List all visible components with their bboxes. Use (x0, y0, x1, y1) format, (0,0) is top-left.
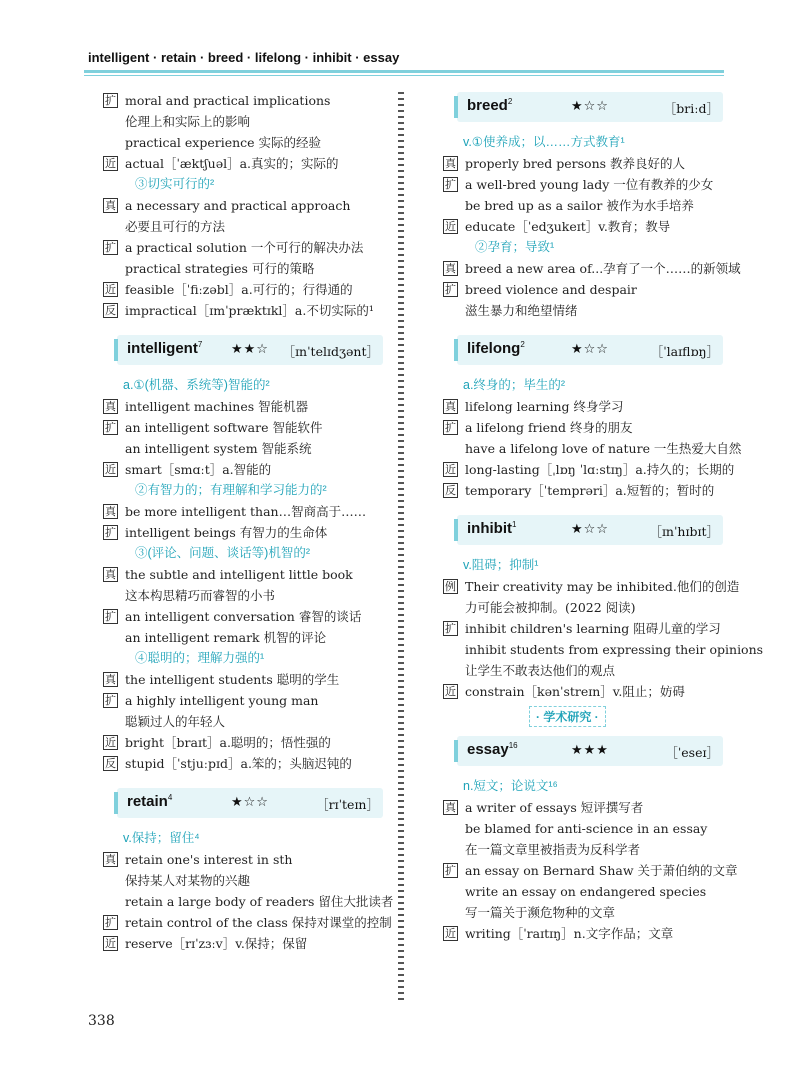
line-text: a writer of essays 短评撰写者 (465, 800, 644, 815)
line-text: be more intelligent than…智商高于…… (125, 504, 367, 519)
label-tag: 真 (105, 673, 116, 686)
entry-line (103, 564, 393, 585)
line-text: a well-bred young lady 一位有教养的少女 (465, 177, 714, 192)
line-text: breed violence and despair (465, 282, 637, 297)
label-tag: 反 (445, 484, 456, 497)
entry-line (443, 839, 733, 860)
line-text: an intelligent conversation 睿智的谈话 (125, 609, 362, 624)
entry-line (103, 627, 393, 648)
line-text: a.①(机器、系统等)智能的² (123, 378, 270, 392)
headword (467, 741, 518, 758)
entry-line (103, 870, 393, 891)
label-tag: 例 (445, 580, 456, 593)
label-tag: 近 (445, 927, 456, 940)
label-tag: 近 (105, 463, 116, 476)
headword (127, 793, 172, 810)
entry-essay (443, 736, 733, 768)
line-text: Their creativity may be inhibited.他们的创造 (465, 579, 740, 594)
line-text: 伦理上和实际上的影响 (125, 114, 251, 129)
line-text: v.保持；留住⁴ (123, 831, 200, 845)
entry-line (103, 933, 393, 954)
line-text: ②有智力的；有理解和学习能力的² (135, 483, 327, 497)
label-tag: 扩 (445, 178, 456, 191)
entry-line (103, 417, 393, 438)
label-tag: 扩 (105, 694, 116, 707)
line-text: the intelligent students 聪明的学生 (125, 672, 340, 687)
headword (467, 97, 512, 114)
label-tag: 扩 (105, 94, 116, 107)
label-tag: 近 (105, 937, 116, 950)
frequency-sup: 7 (197, 340, 203, 349)
entry-intelligent (103, 335, 393, 367)
star-rating: ★☆☆ (571, 522, 609, 537)
sense-heading (103, 375, 393, 396)
sense-heading (443, 132, 733, 153)
label-tag: 扩 (445, 622, 456, 635)
left-column (103, 90, 393, 954)
intelligent-lines (103, 375, 393, 774)
label-tag: 扩 (445, 283, 456, 296)
entry-line (443, 639, 764, 660)
entry-line (103, 300, 393, 321)
line-text: 聪颖过人的年轻人 (125, 714, 226, 729)
line-text: a necessary and practical approach (125, 198, 351, 213)
line-text: 必要且可行的方法 (125, 219, 226, 234)
line-text: 让学生不敢表达他们的观点 (465, 663, 616, 678)
star-rating: ★★★ (571, 743, 609, 758)
entry-line (103, 396, 393, 417)
label-tag: 近 (445, 220, 456, 233)
label-tag: 真 (105, 505, 116, 518)
line-text: lifelong learning 终身学习 (465, 399, 624, 414)
sense-heading (103, 543, 393, 564)
frequency-sup: 2 (507, 97, 513, 106)
page-header: intelligent · retain · breed · lifelong · inhibit · essay (88, 50, 400, 65)
entry-line (443, 300, 733, 321)
entry-line (443, 459, 733, 480)
line-text: impractical［ɪmˈpræktɪkl］a.不切实际的¹ (125, 303, 374, 318)
label-tag: 扩 (105, 610, 116, 623)
label-tag: 扩 (105, 916, 116, 929)
entry-line (103, 606, 393, 627)
entry-line (103, 279, 393, 300)
entry-line (443, 417, 733, 438)
line-text: n.短文；论说文¹⁶ (463, 779, 558, 793)
label-tag: 近 (105, 283, 116, 296)
entry-line (103, 195, 393, 216)
entry-line (103, 258, 393, 279)
label-tag: 反 (105, 757, 116, 770)
line-text: an intelligent software 智能软件 (125, 420, 323, 435)
frequency-sup: 4 (167, 793, 173, 802)
line-text: temporary［ˈtemprəri］a.短暂的；暂时的 (465, 483, 715, 498)
line-text: intelligent machines 智能机器 (125, 399, 309, 414)
entry-line (443, 258, 741, 279)
entry-inhibit (443, 515, 733, 547)
entry-line (443, 923, 733, 944)
line-text: v.阻碍；抑制¹ (463, 558, 539, 572)
sense-heading (443, 555, 733, 576)
line-text: v.①使养成；以……方式教育¹ (463, 135, 625, 149)
entry-line (443, 818, 733, 839)
entry-line (103, 891, 393, 912)
label-tag: 真 (445, 400, 456, 413)
practical-continuation (103, 90, 393, 321)
entry-line (443, 902, 733, 923)
entry-line (103, 216, 393, 237)
sense-heading (443, 237, 733, 258)
label-tag: 真 (445, 801, 456, 814)
entry-line (443, 681, 733, 702)
line-text: bright［braɪt］a.聪明的；悟性强的 (125, 735, 331, 750)
line-text: smart［smɑːt］a.智能的 (125, 462, 272, 477)
headword-text: inhibit (467, 520, 512, 537)
headword-text: breed (467, 97, 508, 114)
pronunciation: ［ˈeseɪ］ (665, 745, 719, 760)
entry-line (103, 753, 393, 774)
label-tag: 真 (105, 568, 116, 581)
entry-line (103, 132, 393, 153)
entry-line (443, 618, 733, 639)
entry-line (103, 459, 393, 480)
label-tag: 真 (445, 262, 456, 275)
entry-line (103, 711, 393, 732)
line-text: the subtle and intelligent little book (125, 567, 353, 582)
frequency-sup: 1 (512, 520, 517, 529)
header-rule (84, 70, 724, 73)
line-text: 写一篇关于濒危物种的文章 (465, 905, 616, 920)
entry-line (103, 501, 393, 522)
line-text: ③(评论、问题、谈话等)机智的² (135, 546, 310, 560)
line-text: 保持某人对某物的兴趣 (125, 873, 251, 888)
sense-heading (103, 648, 393, 669)
headword (467, 340, 525, 357)
frequency-sup: 2 (520, 340, 525, 349)
line-text: a lifelong friend 终身的朋友 (465, 420, 633, 435)
entry-line (103, 111, 393, 132)
label-tag: 真 (105, 853, 116, 866)
entry-line (443, 153, 733, 174)
entry-line (443, 576, 740, 597)
retain-lines (103, 828, 393, 954)
headword-text: intelligent (127, 340, 198, 357)
line-text: stupid［ˈstjuːpɪd］a.笨的；头脑迟钝的 (125, 756, 352, 771)
frequency-sup: 16 (508, 741, 518, 750)
label-tag: 扩 (105, 241, 116, 254)
entry-line (443, 174, 733, 195)
line-text: inhibit children's learning 阻碍儿童的学习 (465, 621, 721, 636)
label-tag: 近 (105, 157, 116, 170)
line-text: practical experience 实际的经验 (125, 135, 322, 150)
label-tag: 近 (445, 685, 456, 698)
entry-line (103, 237, 393, 258)
line-text: 滋生暴力和绝望情绪 (465, 303, 578, 318)
line-text: actual［ˈæktʃuəl］a.真实的；实际的 (125, 156, 339, 171)
line-text: a highly intelligent young man (125, 693, 319, 708)
line-text: educate［ˈedʒukeɪt］v.教育；教导 (465, 219, 671, 234)
line-text: have a lifelong love of nature 一生热爱大自然 (465, 441, 742, 456)
line-text: properly bred persons 教养良好的人 (465, 156, 686, 171)
label-tag: 扩 (445, 864, 456, 877)
line-text: an essay on Bernard Shaw 关于萧伯纳的文章 (465, 863, 738, 878)
section-label: · 学术研究 · (529, 706, 606, 727)
pronunciation: ［ɪnˈtelɪdʒənt］ (282, 344, 379, 359)
entry-line (103, 522, 393, 543)
label-tag: 近 (445, 463, 456, 476)
headword-text: retain (127, 793, 168, 810)
sense-heading (103, 174, 393, 195)
essay-lines (443, 776, 738, 944)
entry-line (103, 585, 393, 606)
label-tag: 近 (105, 736, 116, 749)
entry-line (443, 860, 738, 881)
headword-text: lifelong (467, 340, 521, 357)
line-text: 力可能会被抑制。(2022 阅读) (465, 600, 636, 615)
entry-line (103, 90, 393, 111)
sense-heading (103, 828, 393, 849)
right-column (443, 78, 764, 944)
column-divider (398, 92, 404, 1002)
headword (127, 340, 202, 357)
pronunciation: ［ˈlaɪflɒŋ］ (650, 344, 719, 359)
line-text: practical strategies 可行的策略 (125, 261, 315, 276)
line-text: be bred up as a sailor 被作为水手培养 (465, 198, 694, 213)
line-text: ②孕育；导致¹ (475, 240, 555, 254)
line-text: ③切实可行的² (135, 177, 215, 191)
lifelong-lines (443, 375, 742, 501)
entry-lifelong (443, 335, 733, 367)
inhibit-lines (443, 555, 764, 702)
label-tag: 扩 (105, 526, 116, 539)
entry-line (443, 216, 733, 237)
label-tag: 反 (105, 304, 116, 317)
entry-line (103, 153, 393, 174)
line-text: reserve［rɪˈzɜːv］v.保持；保留 (125, 936, 308, 951)
entry-line (443, 195, 733, 216)
star-rating: ★★☆ (231, 342, 269, 357)
entry-line (443, 438, 742, 459)
line-text: intelligent beings 有智力的生命体 (125, 525, 328, 540)
line-text: moral and practical implications (125, 93, 331, 108)
line-text: write an essay on endangered species (465, 884, 707, 899)
line-text: an intelligent system 智能系统 (125, 441, 312, 456)
entry-line (103, 690, 393, 711)
pronunciation: ［briːd］ (663, 101, 719, 116)
sense-heading (103, 480, 393, 501)
label-tag: 真 (105, 199, 116, 212)
entry-line (103, 669, 393, 690)
line-text: feasible［ˈfiːzəbl］a.可行的；行得通的 (125, 282, 353, 297)
line-text: long-lasting［ˌlɒŋ ˈlɑːstɪŋ］a.持久的；长期的 (465, 462, 735, 477)
entry-line (103, 912, 393, 933)
label-tag: 真 (105, 400, 116, 413)
line-text: a practical solution 一个可行的解决办法 (125, 240, 364, 255)
label-tag: 扩 (105, 421, 116, 434)
entry-line (103, 732, 393, 753)
label-tag: 真 (445, 157, 456, 170)
entry-line (103, 438, 393, 459)
breed-lines (443, 132, 741, 321)
line-text: retain one's interest in sth (125, 852, 293, 867)
pronunciation: ［ɪnˈhɪbɪt］ (649, 524, 719, 539)
line-text: 在一篇文章里被指责为反科学者 (465, 842, 641, 857)
headword-text: essay (467, 741, 509, 758)
line-text: retain control of the class 保持对课堂的控制 (125, 915, 392, 930)
page-number: 338 (88, 1013, 115, 1029)
line-text: be blamed for anti-science in an essay (465, 821, 708, 836)
line-text: inhibit students from expressing their opinions (465, 642, 764, 657)
line-text: 这本构思精巧而睿智的小书 (125, 588, 276, 603)
entry-line (443, 279, 733, 300)
entry-line (443, 597, 733, 618)
header-rule-thin (84, 75, 724, 76)
label-tag: 扩 (445, 421, 456, 434)
star-rating: ★☆☆ (231, 795, 269, 810)
star-rating: ★☆☆ (571, 342, 609, 357)
line-text: ④聪明的；理解力强的¹ (135, 651, 265, 665)
section-label-box (443, 702, 733, 732)
entry-line (443, 480, 733, 501)
star-rating: ★☆☆ (571, 99, 609, 114)
entry-line (443, 660, 733, 681)
line-text: a.终身的；毕生的² (463, 378, 566, 392)
pronunciation: ［rɪˈteɪn］ (316, 797, 379, 812)
line-text: retain a large body of readers 留住大批读者 (125, 894, 394, 909)
line-text: an intelligent remark 机智的评论 (125, 630, 327, 645)
line-text: writing［ˈraɪtɪŋ］n.文字作品；文章 (465, 926, 674, 941)
entry-retain (103, 788, 393, 820)
line-text: constrain［kənˈstreɪn］v.阻止；妨碍 (465, 684, 685, 699)
entry-line (443, 396, 733, 417)
sense-heading (443, 375, 733, 396)
entry-line (103, 849, 393, 870)
entry-line (443, 797, 733, 818)
headword (467, 520, 516, 537)
entry-breed (443, 92, 733, 124)
line-text: breed a new area of...孕育了一个……的新领域 (465, 261, 741, 276)
entry-line (443, 881, 733, 902)
sense-heading (443, 776, 733, 797)
